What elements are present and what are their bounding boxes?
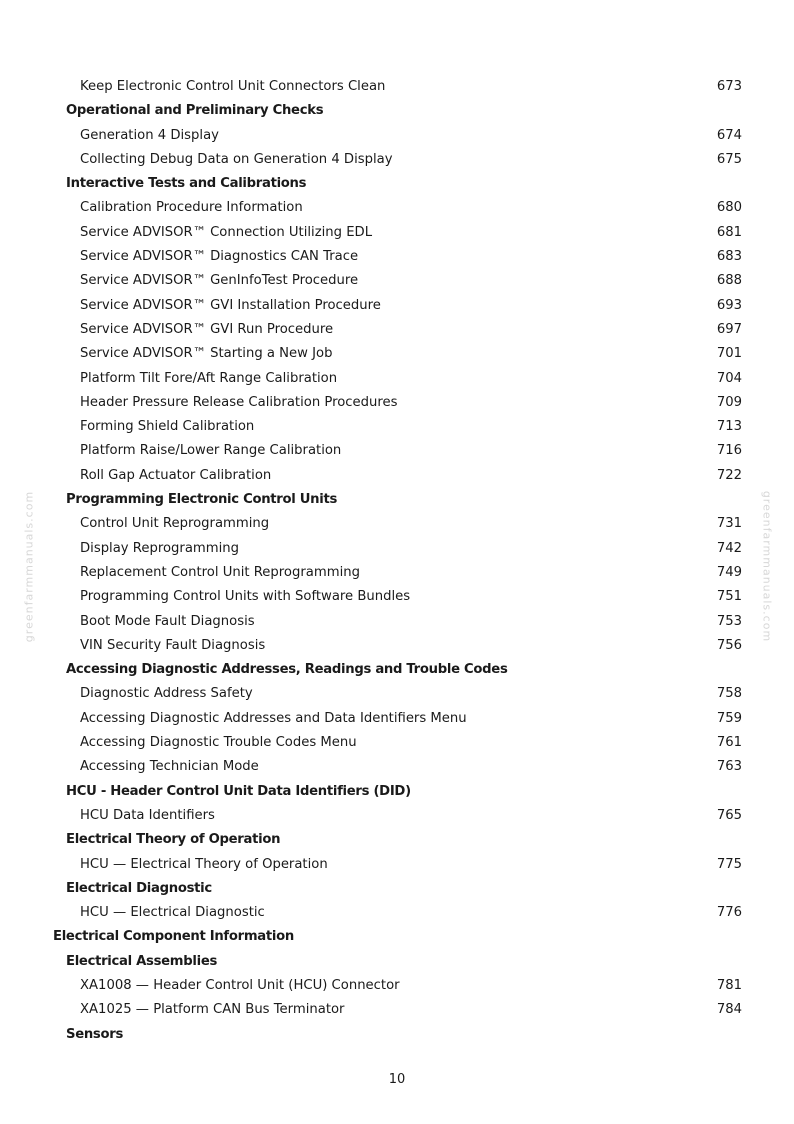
toc-entry-title: Replacement Control Unit Reprogramming [80, 564, 360, 580]
toc-entry-page: 675 [716, 151, 742, 167]
toc-entry[interactable] [0, 634, 794, 658]
toc-entry[interactable] [0, 804, 794, 828]
toc-entry-page: 775 [716, 856, 742, 872]
toc-entry[interactable] [0, 391, 794, 415]
toc-entry[interactable] [0, 585, 794, 609]
toc-entry-page: 709 [716, 394, 742, 410]
toc-entry[interactable] [0, 974, 794, 998]
toc-entry-title: HCU — Electrical Diagnostic [80, 905, 265, 921]
toc-entry-title: HCU Data Identifiers [80, 807, 215, 823]
toc-entry[interactable] [0, 998, 794, 1022]
toc-entry-title: Service ADVISOR™ GVI Run Procedure [80, 321, 334, 337]
toc-entry-title: Electrical Diagnostic [66, 880, 212, 896]
toc-entry-title: HCU — Electrical Theory of Operation [80, 856, 328, 872]
toc-entry-title: Accessing Diagnostic Trouble Codes Menu [80, 735, 357, 751]
toc-entry-title: Operational and Preliminary Checks [66, 103, 324, 119]
toc-section-heading[interactable] [0, 780, 794, 804]
toc-entry-title: Service ADVISOR™ GenInfoTest Procedure [80, 273, 359, 289]
toc-entry[interactable] [0, 512, 794, 536]
toc-entry[interactable] [0, 367, 794, 391]
toc-entry-page: 763 [716, 759, 742, 775]
toc-entry-title: Programming Control Units with Software Bundles [80, 589, 411, 605]
toc-entry-page: 731 [716, 516, 742, 532]
toc-section-heading[interactable] [0, 488, 794, 512]
toc-entry[interactable] [0, 342, 794, 366]
toc-entry-page: 693 [716, 297, 742, 313]
toc-entry-page: 781 [716, 977, 742, 993]
watermark-left: greenfarmmanuals.com [22, 490, 36, 643]
toc-entry-title: Accessing Technician Mode [80, 759, 259, 775]
toc-entry[interactable] [0, 682, 794, 706]
toc-entry-title: Platform Tilt Fore/Aft Range Calibration [80, 370, 338, 386]
toc-entry[interactable] [0, 853, 794, 877]
toc-entry-title: XA1008 — Header Control Unit (HCU) Connector [80, 977, 400, 993]
toc-entry-page: 680 [716, 200, 742, 216]
toc-entry-title: Electrical Assemblies [66, 953, 218, 969]
toc-entry-title: Header Pressure Release Calibration Procedures [80, 394, 398, 410]
toc-entry-title: Keep Electronic Control Unit Connectors Clean [80, 79, 386, 94]
toc-entry-page: 759 [716, 710, 742, 726]
toc-entry-title: Sensors [66, 1026, 123, 1042]
toc-entry-title: Display Reprogramming [80, 540, 240, 556]
toc-entry-title: Calibration Procedure Information [80, 200, 303, 216]
toc-entry-title: Service ADVISOR™ GVI Installation Procedure [80, 297, 381, 313]
toc-entry-title: VIN Security Fault Diagnosis [80, 637, 266, 653]
toc-entry-title: Service ADVISOR™ Starting a New Job [80, 346, 333, 362]
toc-entry[interactable] [0, 148, 794, 172]
toc-entry-page: 742 [716, 540, 742, 556]
toc-entry-title: Collecting Debug Data on Generation 4 Display [80, 151, 393, 167]
toc-entry[interactable] [0, 755, 794, 779]
toc-entry-page: 756 [716, 637, 742, 653]
toc-section-heading[interactable] [0, 172, 794, 196]
toc-entry-page: 713 [716, 419, 742, 435]
toc-entry[interactable] [0, 245, 794, 269]
toc-entry-title: Electrical Theory of Operation [66, 832, 281, 848]
toc-entry[interactable] [0, 124, 794, 148]
toc-entry[interactable] [0, 415, 794, 439]
page-number: 10 [388, 1072, 406, 1087]
toc-entry[interactable] [0, 561, 794, 585]
toc-entry-title: Roll Gap Actuator Calibration [80, 467, 272, 483]
toc-entry[interactable] [0, 901, 794, 925]
toc-entry-page: 674 [716, 127, 742, 143]
toc-entry[interactable] [0, 75, 794, 99]
toc-entry-page: 673 [716, 79, 742, 94]
toc-entry-page: 784 [716, 1002, 742, 1018]
toc-section-heading[interactable] [0, 1023, 794, 1047]
toc-entry-page: 776 [716, 905, 742, 921]
toc-entry[interactable] [0, 221, 794, 245]
toc-entry-title: XA1025 — Platform CAN Bus Terminator [80, 1002, 345, 1018]
toc-section-heading[interactable] [0, 658, 794, 682]
toc-entry-title: HCU - Header Control Unit Data Identifiers (DID) [66, 783, 411, 799]
toc-entry[interactable] [0, 610, 794, 634]
toc-entry-title: Interactive Tests and Calibrations [66, 176, 307, 192]
toc-entry[interactable] [0, 269, 794, 293]
toc-entry-title: Programming Electronic Control Units [66, 492, 338, 508]
toc-entry-page: 681 [716, 224, 742, 240]
toc-entry[interactable] [0, 537, 794, 561]
toc-section-heading[interactable] [0, 99, 794, 123]
toc-entry-title: Service ADVISOR™ Diagnostics CAN Trace [80, 249, 359, 265]
toc-entry-page: 765 [716, 807, 742, 823]
toc-section-heading[interactable] [0, 950, 794, 974]
toc-entry-page: 704 [716, 370, 742, 386]
toc-section-heading[interactable] [0, 877, 794, 901]
toc-entry-title: Boot Mode Fault Diagnosis [80, 613, 255, 629]
toc-entry[interactable] [0, 318, 794, 342]
toc-entry-page: 722 [716, 467, 742, 483]
toc-entry[interactable] [0, 439, 794, 463]
toc-entry-page: 697 [716, 321, 742, 337]
toc-entry-page: 751 [716, 589, 742, 605]
toc-entry-title: Service ADVISOR™ Connection Utilizing EDL [80, 224, 373, 240]
toc-entry-page: 683 [716, 249, 742, 265]
toc-entry-page: 701 [716, 346, 742, 362]
toc-entry-title: Accessing Diagnostic Addresses, Readings and Trouble Codes [66, 662, 508, 678]
toc-entry-title: Diagnostic Address Safety [80, 686, 253, 702]
toc-entry-page: 688 [716, 273, 742, 289]
toc-entry-page: 716 [716, 443, 742, 459]
toc-entry[interactable] [0, 196, 794, 220]
toc-entry-title: Control Unit Reprogramming [80, 516, 270, 532]
toc-entry[interactable] [0, 464, 794, 488]
toc-entry-page: 761 [716, 735, 742, 751]
toc-section-heading[interactable] [0, 925, 794, 949]
toc-entry-page: 753 [716, 613, 742, 629]
toc-entry-page: 758 [716, 686, 742, 702]
toc-entry-page: 749 [716, 564, 742, 580]
watermark-right: greenfarmmanuals.com [760, 490, 774, 643]
toc-entry-title: Platform Raise/Lower Range Calibration [80, 443, 342, 459]
toc-entry[interactable] [0, 731, 794, 755]
toc-entry-title: Electrical Component Information [53, 929, 294, 945]
toc-entry-title: Accessing Diagnostic Addresses and Data Identifiers Menu [80, 710, 467, 726]
table-of-contents [0, 75, 794, 1047]
toc-entry[interactable] [0, 707, 794, 731]
toc-section-heading[interactable] [0, 828, 794, 852]
toc-entry-title: Forming Shield Calibration [80, 419, 255, 435]
toc-entry-title: Generation 4 Display [80, 127, 219, 143]
toc-entry[interactable] [0, 294, 794, 318]
